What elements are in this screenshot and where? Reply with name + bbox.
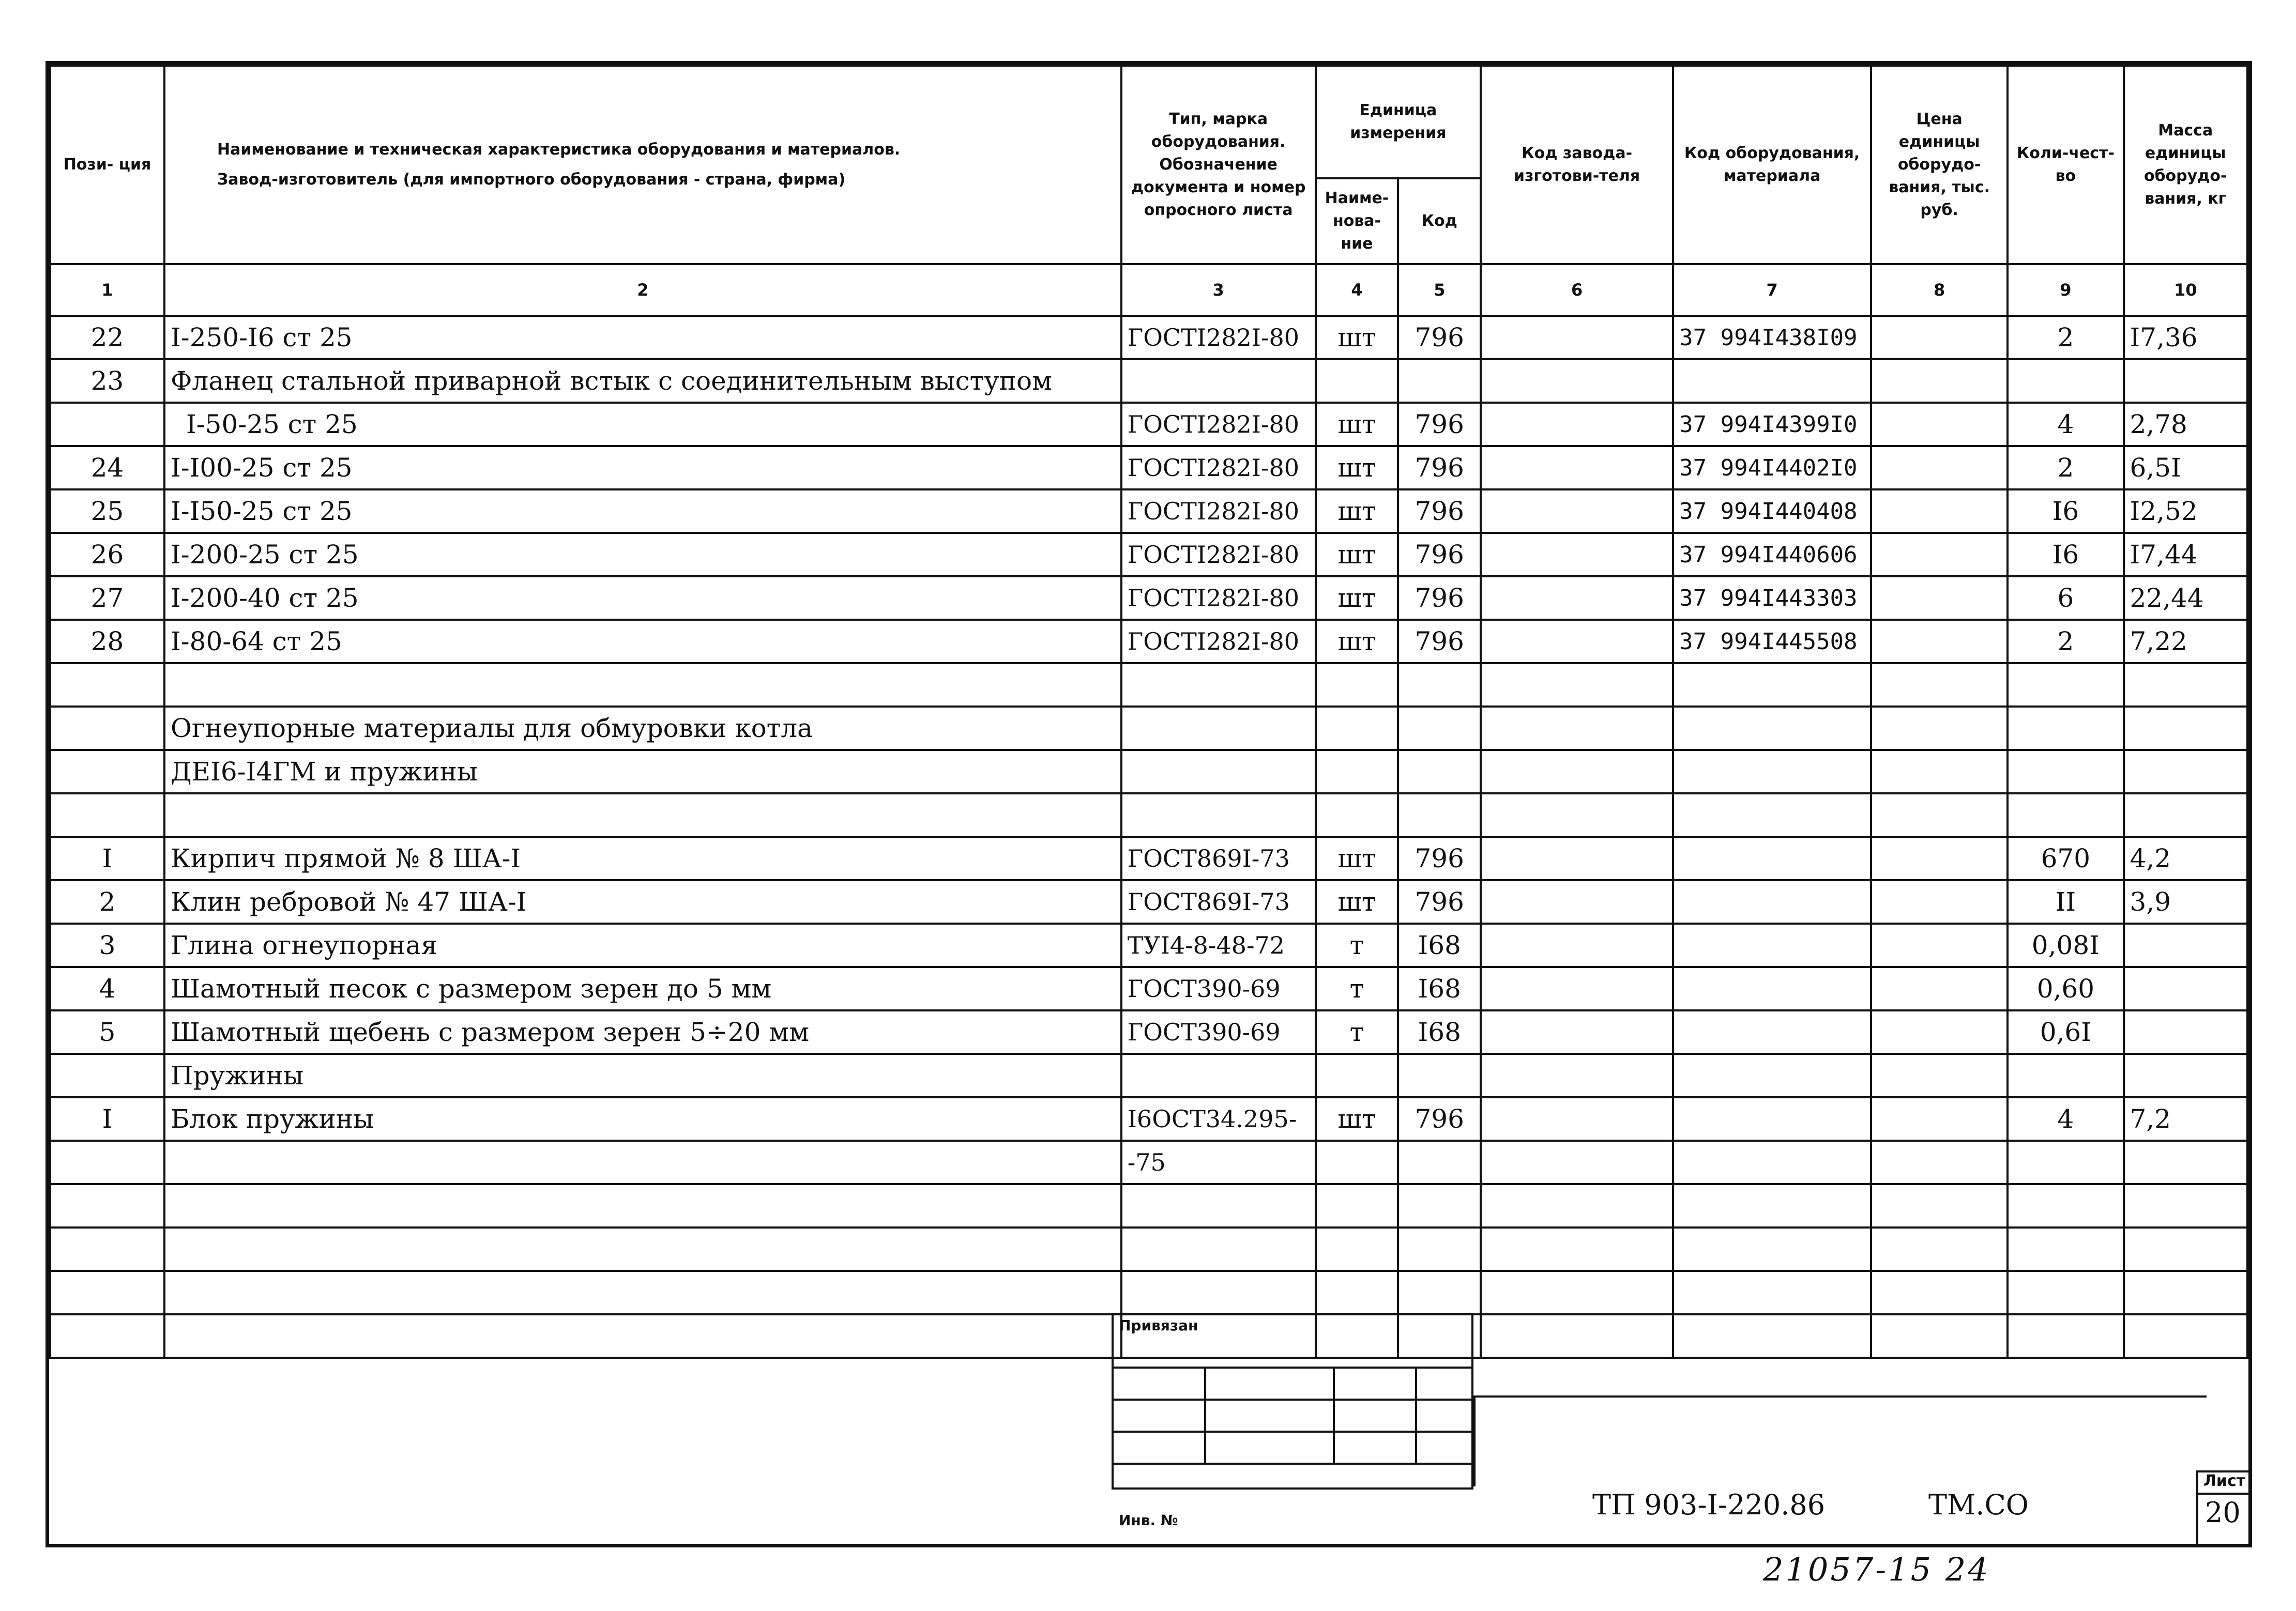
document-cell: ГОСТ390-69 [1121, 967, 1316, 1010]
name-cell: Кирпич прямой № 8 ША-I [164, 837, 1121, 880]
position-cell: 26 [50, 533, 164, 576]
name-cell: ДЕI6-I4ГМ и пружины [164, 750, 1121, 793]
position-cell: 25 [50, 489, 164, 533]
equipment-code-cell [1673, 1010, 1871, 1054]
column-number-row [50, 264, 2247, 316]
document-cell: ГОСТ869I-73 [1121, 837, 1316, 880]
unit-name-cell [1316, 359, 1398, 403]
name-cell [164, 793, 1121, 837]
manufacturer-code-cell [1481, 1141, 1673, 1184]
mass-cell: 6,5I [2124, 446, 2248, 489]
price-cell [1871, 489, 2008, 533]
quantity-cell [2008, 1314, 2123, 1358]
name-cell: Блок пружины [164, 1097, 1121, 1141]
column-number: 3 [1121, 264, 1316, 316]
unit-name-cell: шт [1316, 837, 1398, 880]
table-row [50, 793, 2247, 837]
mass-cell [2124, 793, 2248, 837]
manufacturer-code-cell [1481, 489, 1673, 533]
mass-cell: 3,9 [2124, 880, 2248, 924]
name-cell: Фланец стальной приварной встык с соединительным выступом [164, 359, 1121, 403]
quantity-cell [2008, 663, 2123, 707]
unit-code-cell [1398, 359, 1481, 403]
name-cell: I-I00-25 ст 25 [164, 446, 1121, 489]
name-cell: Шамотный песок с размером зерен до 5 мм [164, 967, 1121, 1010]
quantity-cell: 2 [2008, 316, 2123, 359]
price-cell [1871, 837, 2008, 880]
quantity-cell [2008, 1141, 2123, 1184]
column-number: 10 [2124, 264, 2248, 316]
table-row [50, 576, 2247, 620]
table-row [50, 1010, 2247, 1054]
quantity-cell [2008, 359, 2123, 403]
unit-code-cell: I68 [1398, 924, 1481, 967]
column-number: 2 [164, 264, 1121, 316]
mass-cell [2124, 663, 2248, 707]
unit-name-cell: т [1316, 967, 1398, 1010]
unit-code-cell [1398, 1271, 1481, 1314]
header-quantity: Коли-чест-во [2008, 66, 2123, 264]
mass-cell: I2,52 [2124, 489, 2248, 533]
position-cell [50, 793, 164, 837]
price-cell [1871, 967, 2008, 1010]
header-mass: Масса единицы оборудо-вания, кг [2124, 66, 2248, 264]
unit-code-cell [1398, 1228, 1481, 1271]
unit-code-cell: 796 [1398, 576, 1481, 620]
specification-table [49, 65, 2248, 1359]
unit-code-cell: 796 [1398, 403, 1481, 446]
unit-code-cell [1398, 663, 1481, 707]
name-cell: I-50-25 ст 25 [164, 403, 1121, 446]
table-row [50, 924, 2247, 967]
table-row [50, 1228, 2247, 1271]
manufacturer-code-cell [1481, 707, 1673, 750]
document-cell: I6ОСТ34.295- [1121, 1097, 1316, 1141]
price-cell [1871, 793, 2008, 837]
equipment-code-cell [1673, 1228, 1871, 1271]
manufacturer-code-cell [1481, 446, 1673, 489]
manufacturer-code-cell [1481, 1184, 1673, 1228]
quantity-cell [2008, 1271, 2123, 1314]
bound-label: Привязан [1119, 1317, 1198, 1334]
header-price: Цена единицы оборудо-вания, тыс. руб. [1871, 66, 2008, 264]
name-cell: Шамотный щебень с размером зерен 5÷20 мм [164, 1010, 1121, 1054]
binding-stamp [1112, 1313, 1473, 1486]
name-cell: I-250-I6 ст 25 [164, 316, 1121, 359]
table-row [50, 967, 2247, 1010]
inventory-number-label: Инв. № [1119, 1512, 1178, 1529]
position-cell [50, 1271, 164, 1314]
unit-code-cell [1398, 1141, 1481, 1184]
table-row [50, 880, 2247, 924]
document-cell: ГОСТI282I-80 [1121, 316, 1316, 359]
unit-code-cell: 796 [1398, 446, 1481, 489]
quantity-cell: 6 [2008, 576, 2123, 620]
position-cell [50, 707, 164, 750]
equipment-code-cell [1673, 707, 1871, 750]
mass-cell: 2,78 [2124, 403, 2248, 446]
unit-name-cell [1316, 663, 1398, 707]
position-cell: I [50, 1097, 164, 1141]
column-number: 9 [2008, 264, 2123, 316]
unit-code-cell [1398, 793, 1481, 837]
unit-name-cell [1316, 1271, 1398, 1314]
equipment-code-cell [1673, 359, 1871, 403]
price-cell [1871, 663, 2008, 707]
unit-code-cell: I68 [1398, 967, 1481, 1010]
manufacturer-code-cell [1481, 1271, 1673, 1314]
mass-cell [2124, 1184, 2248, 1228]
unit-name-cell: шт [1316, 446, 1398, 489]
price-cell [1871, 750, 2008, 793]
header-unit: Единица измерения [1316, 66, 1481, 178]
unit-code-cell: 796 [1398, 1097, 1481, 1141]
unit-name-cell: шт [1316, 576, 1398, 620]
sheet-number: 20 [2205, 1496, 2241, 1529]
name-cell: I-200-40 ст 25 [164, 576, 1121, 620]
position-cell: 3 [50, 924, 164, 967]
mass-cell [2124, 750, 2248, 793]
mass-cell: I7,44 [2124, 533, 2248, 576]
table-row [50, 837, 2247, 880]
manufacturer-code-cell [1481, 1054, 1673, 1097]
equipment-code-cell: 37 994I443303 [1673, 576, 1871, 620]
manufacturer-code-cell [1481, 1314, 1673, 1358]
document-cell: ГОСТI282I-80 [1121, 533, 1316, 576]
sheet-label: Лист [2203, 1472, 2246, 1490]
price-cell [1871, 1184, 2008, 1228]
mass-cell: 4,2 [2124, 837, 2248, 880]
price-cell [1871, 316, 2008, 359]
document-code: ТП 903-I-220.86 [1592, 1489, 1826, 1521]
mass-cell: 7,22 [2124, 620, 2248, 663]
header-equipment-code: Код оборудования, материала [1673, 66, 1871, 264]
name-cell [164, 1228, 1121, 1271]
price-cell [1871, 620, 2008, 663]
header-unit-name: Наиме-нова-ние [1316, 178, 1398, 264]
price-cell [1871, 1141, 2008, 1184]
unit-code-cell: 796 [1398, 533, 1481, 576]
position-cell: I [50, 837, 164, 880]
document-cell: ГОСТ390-69 [1121, 1010, 1316, 1054]
unit-code-cell: I68 [1398, 1010, 1481, 1054]
quantity-cell: 4 [2008, 403, 2123, 446]
name-cell [164, 1141, 1121, 1184]
price-cell [1871, 403, 2008, 446]
equipment-code-cell: 37 994I438I09 [1673, 316, 1871, 359]
name-cell: Клин ребровой № 47 ША-I [164, 880, 1121, 924]
mass-cell: I7,36 [2124, 316, 2248, 359]
table-row [50, 1271, 2247, 1314]
unit-code-cell: 796 [1398, 837, 1481, 880]
price-cell [1871, 924, 2008, 967]
equipment-code-cell [1673, 837, 1871, 880]
equipment-code-cell [1673, 1141, 1871, 1184]
manufacturer-code-cell [1481, 316, 1673, 359]
table-row [50, 750, 2247, 793]
name-cell: Огнеупорные материалы для обмуровки котла [164, 707, 1121, 750]
equipment-code-cell [1673, 1184, 1871, 1228]
manufacturer-code-cell [1481, 1097, 1673, 1141]
header-manufacturer-code: Код завода-изготови-теля [1481, 66, 1673, 264]
mass-cell [2124, 1010, 2248, 1054]
document-cell: ТУI4-8-48-72 [1121, 924, 1316, 967]
table-row [50, 663, 2247, 707]
price-cell [1871, 576, 2008, 620]
position-cell [50, 1141, 164, 1184]
position-cell [50, 1314, 164, 1358]
unit-name-cell [1316, 793, 1398, 837]
quantity-cell [2008, 707, 2123, 750]
document-cell [1121, 750, 1316, 793]
mass-cell: 7,2 [2124, 1097, 2248, 1141]
equipment-code-cell [1673, 663, 1871, 707]
price-cell [1871, 1010, 2008, 1054]
quantity-cell [2008, 750, 2123, 793]
position-cell: 24 [50, 446, 164, 489]
unit-code-cell [1398, 1054, 1481, 1097]
mass-cell [2124, 1314, 2248, 1358]
document-cell: -75 [1121, 1141, 1316, 1184]
table-row [50, 707, 2247, 750]
handwritten-note: 21057-15 24 [1763, 1551, 1990, 1588]
table-row [50, 403, 2247, 446]
unit-name-cell: шт [1316, 620, 1398, 663]
name-cell: Пружины [164, 1054, 1121, 1097]
document-cell [1121, 1228, 1316, 1271]
name-cell: I-200-25 ст 25 [164, 533, 1121, 576]
mass-cell [2124, 967, 2248, 1010]
table-row [50, 1141, 2247, 1184]
manufacturer-code-cell [1481, 403, 1673, 446]
stamp-grid [1112, 1313, 1473, 1490]
table-row [50, 316, 2247, 359]
table-row [50, 489, 2247, 533]
table-row [50, 1184, 2247, 1228]
price-cell [1871, 1228, 2008, 1271]
unit-code-cell [1398, 750, 1481, 793]
unit-name-cell: шт [1316, 403, 1398, 446]
manufacturer-code-cell [1481, 1010, 1673, 1054]
table-row [50, 1054, 2247, 1097]
position-cell [50, 1228, 164, 1271]
unit-code-cell: 796 [1398, 489, 1481, 533]
sheet-box-divider [2196, 1493, 2252, 1495]
document-cell [1121, 1271, 1316, 1314]
quantity-cell: I6 [2008, 533, 2123, 576]
manufacturer-code-cell [1481, 576, 1673, 620]
table-row [50, 1097, 2247, 1141]
column-number: 1 [50, 264, 164, 316]
quantity-cell [2008, 1054, 2123, 1097]
table-row [50, 359, 2247, 403]
name-cell: I-I50-25 ст 25 [164, 489, 1121, 533]
price-cell [1871, 707, 2008, 750]
quantity-cell [2008, 1184, 2123, 1228]
price-cell [1871, 880, 2008, 924]
document-cell [1121, 1184, 1316, 1228]
mass-cell [2124, 1054, 2248, 1097]
position-cell [50, 750, 164, 793]
quantity-cell: 4 [2008, 1097, 2123, 1141]
unit-name-cell: шт [1316, 489, 1398, 533]
manufacturer-code-cell [1481, 663, 1673, 707]
document-cell: ГОСТI282I-80 [1121, 576, 1316, 620]
manufacturer-code-cell [1481, 924, 1673, 967]
document-cell [1121, 707, 1316, 750]
quantity-cell: II [2008, 880, 2123, 924]
equipment-code-cell [1673, 1054, 1871, 1097]
document-cell: ГОСТ869I-73 [1121, 880, 1316, 924]
unit-name-cell [1316, 1184, 1398, 1228]
unit-code-cell [1398, 707, 1481, 750]
document-mark: ТМ.СО [1928, 1489, 2029, 1521]
column-number: 6 [1481, 264, 1673, 316]
position-cell: 4 [50, 967, 164, 1010]
quantity-cell: I6 [2008, 489, 2123, 533]
position-cell [50, 1054, 164, 1097]
mass-cell: 22,44 [2124, 576, 2248, 620]
header-type: Тип, марка оборудования. Обозначение документа и номер опросного листа [1121, 66, 1316, 264]
position-cell: 2 [50, 880, 164, 924]
quantity-cell [2008, 793, 2123, 837]
manufacturer-code-cell [1481, 533, 1673, 576]
equipment-code-cell: 37 994I440606 [1673, 533, 1871, 576]
mass-cell [2124, 1141, 2248, 1184]
manufacturer-code-cell [1481, 620, 1673, 663]
table-row [50, 533, 2247, 576]
name-cell [164, 1271, 1121, 1314]
price-cell [1871, 1054, 2008, 1097]
table-row [50, 446, 2247, 489]
unit-name-cell: т [1316, 1010, 1398, 1054]
unit-name-cell [1316, 1141, 1398, 1184]
equipment-code-cell [1673, 880, 1871, 924]
document-cell: ГОСТI282I-80 [1121, 620, 1316, 663]
unit-name-cell: шт [1316, 316, 1398, 359]
column-number: 5 [1398, 264, 1481, 316]
name-cell [164, 1314, 1121, 1358]
unit-name-cell [1316, 1054, 1398, 1097]
quantity-cell: 670 [2008, 837, 2123, 880]
manufacturer-code-cell [1481, 750, 1673, 793]
unit-name-cell: шт [1316, 1097, 1398, 1141]
equipment-code-cell: 37 994I4402I0 [1673, 446, 1871, 489]
unit-code-cell: 796 [1398, 880, 1481, 924]
price-cell [1871, 359, 2008, 403]
mass-cell [2124, 924, 2248, 967]
name-cell: Глина огнеупорная [164, 924, 1121, 967]
manufacturer-code-cell [1481, 793, 1673, 837]
name-cell: I-80-64 ст 25 [164, 620, 1121, 663]
unit-code-cell: 796 [1398, 620, 1481, 663]
mass-cell [2124, 1271, 2248, 1314]
column-number: 7 [1673, 264, 1871, 316]
price-cell [1871, 1314, 2008, 1358]
equipment-code-cell: 37 994I440408 [1673, 489, 1871, 533]
mass-cell [2124, 359, 2248, 403]
name-cell [164, 663, 1121, 707]
position-cell: 27 [50, 576, 164, 620]
unit-name-cell [1316, 707, 1398, 750]
quantity-cell [2008, 1228, 2123, 1271]
unit-name-cell [1316, 1228, 1398, 1271]
unit-code-cell [1398, 1184, 1481, 1228]
equipment-code-cell: 37 994I445508 [1673, 620, 1871, 663]
manufacturer-code-cell [1481, 967, 1673, 1010]
position-cell: 22 [50, 316, 164, 359]
equipment-code-cell [1673, 1097, 1871, 1141]
equipment-code-cell [1673, 1271, 1871, 1314]
equipment-code-cell [1673, 967, 1871, 1010]
price-cell [1871, 446, 2008, 489]
document-cell: ГОСТI282I-80 [1121, 403, 1316, 446]
table-row [50, 620, 2247, 663]
manufacturer-code-cell [1481, 1228, 1673, 1271]
unit-name-cell: шт [1316, 533, 1398, 576]
manufacturer-code-cell [1481, 359, 1673, 403]
quantity-cell: 2 [2008, 620, 2123, 663]
document-cell: ГОСТI282I-80 [1121, 489, 1316, 533]
document-cell: ГОСТI282I-80 [1121, 446, 1316, 489]
name-cell [164, 1184, 1121, 1228]
equipment-code-cell [1673, 924, 1871, 967]
price-cell [1871, 533, 2008, 576]
position-cell [50, 403, 164, 446]
position-cell [50, 1184, 164, 1228]
price-cell [1871, 1097, 2008, 1141]
position-cell: 23 [50, 359, 164, 403]
equipment-code-cell [1673, 750, 1871, 793]
manufacturer-code-cell [1481, 837, 1673, 880]
quantity-cell: 2 [2008, 446, 2123, 489]
position-cell [50, 663, 164, 707]
title-block [1473, 1395, 2207, 1486]
document-cell [1121, 359, 1316, 403]
unit-code-cell: 796 [1398, 316, 1481, 359]
document-cell [1121, 1054, 1316, 1097]
unit-name-cell: т [1316, 924, 1398, 967]
manufacturer-code-cell [1481, 880, 1673, 924]
header-name: Наименование и техническая характеристика оборудования и материалов. Завод-изготовитель (для импортного оборудования - страна, фирма) [164, 66, 1121, 264]
quantity-cell: 0,60 [2008, 967, 2123, 1010]
equipment-code-cell [1673, 793, 1871, 837]
position-cell: 5 [50, 1010, 164, 1054]
quantity-cell: 0,08I [2008, 924, 2123, 967]
position-cell: 28 [50, 620, 164, 663]
document-cell [1121, 663, 1316, 707]
header-position: Пози- ция [50, 66, 164, 264]
column-number: 4 [1316, 264, 1398, 316]
unit-name-cell [1316, 750, 1398, 793]
mass-cell [2124, 707, 2248, 750]
equipment-code-cell: 37 994I4399I0 [1673, 403, 1871, 446]
document-cell [1121, 793, 1316, 837]
price-cell [1871, 1271, 2008, 1314]
column-number: 8 [1871, 264, 2008, 316]
quantity-cell: 0,6I [2008, 1010, 2123, 1054]
mass-cell [2124, 1228, 2248, 1271]
header-unit-code: Код [1398, 178, 1481, 264]
equipment-code-cell [1673, 1314, 1871, 1358]
unit-name-cell: шт [1316, 880, 1398, 924]
